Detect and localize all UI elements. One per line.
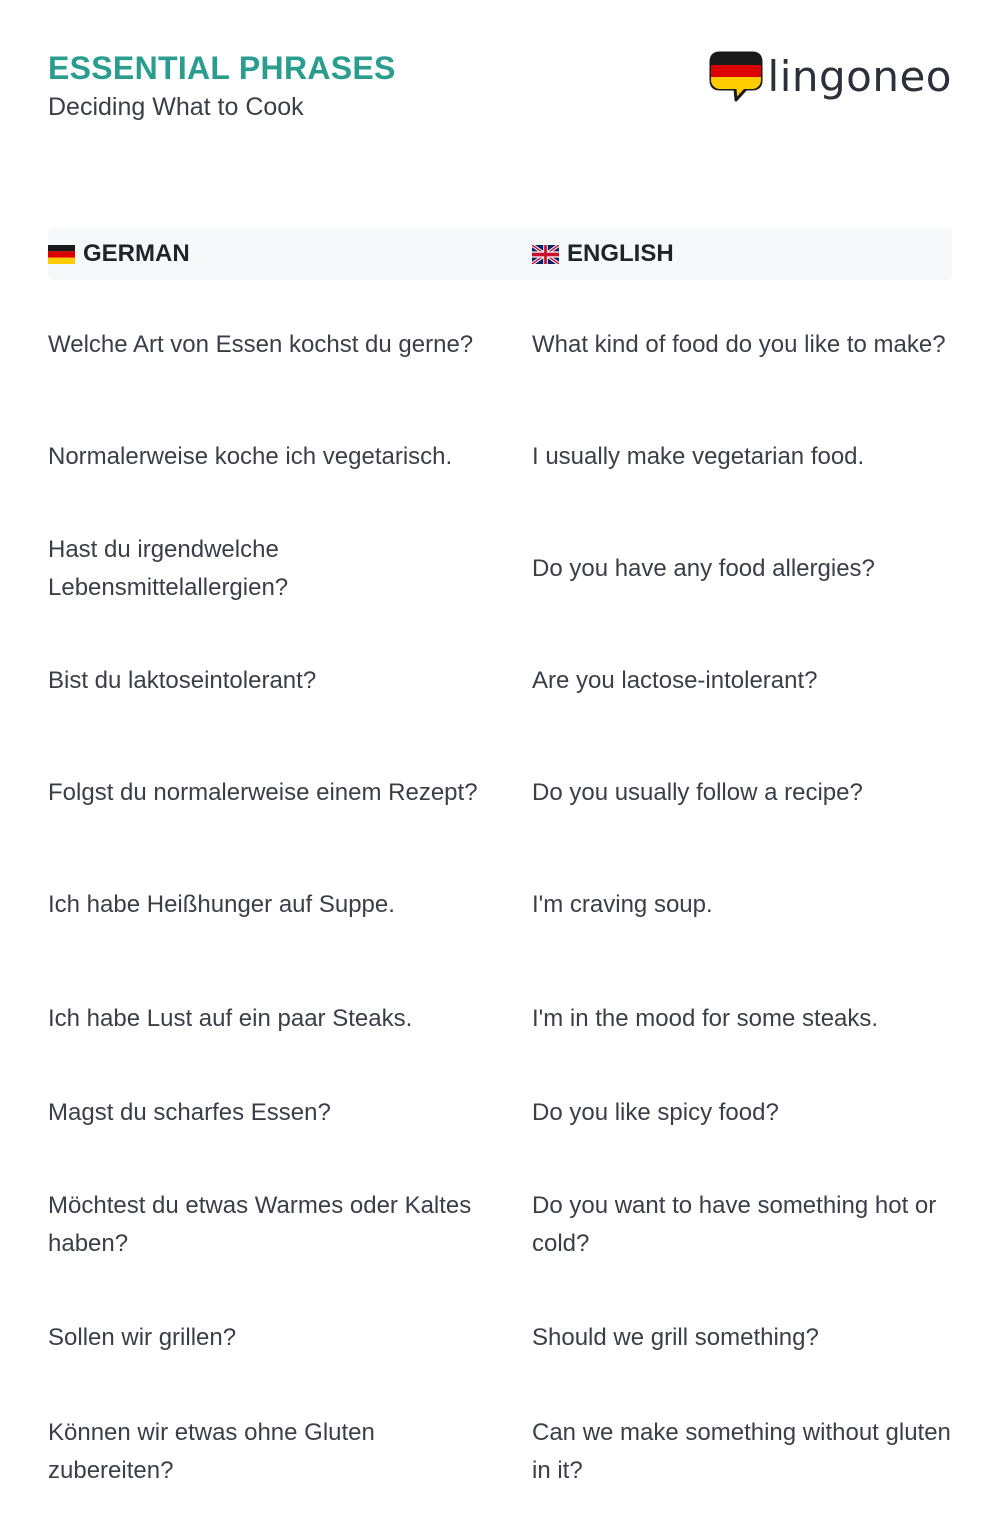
table-header <box>48 228 952 280</box>
phrase-row <box>48 614 952 748</box>
phrase-german: Können wir etwas ohne Gluten zubereiten? <box>48 1419 375 1484</box>
phrase-row <box>48 524 952 614</box>
phrase-english: Should we grill something? <box>532 1324 819 1351</box>
phrase-english: Do you want to have something hot or cold? <box>532 1192 937 1257</box>
phrase-row <box>48 972 952 1066</box>
phrase-row <box>48 1291 952 1385</box>
phrase-row <box>48 1159 952 1291</box>
phrase-german: Sollen wir grillen? <box>48 1324 237 1351</box>
page-title: ESSENTIAL PHRASES <box>48 50 396 86</box>
phrase-german: Ich habe Lust auf ein paar Steaks. <box>48 1005 413 1032</box>
column-header-english-label: ENGLISH <box>567 240 674 267</box>
phrase-english: Are you lactose-intolerant? <box>532 667 818 694</box>
phrase-english: What kind of food do you like to make? <box>532 331 946 358</box>
column-header-english <box>532 228 674 280</box>
phrase-german: Hast du irgendwelche Lebensmittelallergien? <box>48 536 289 601</box>
phrase-german: Folgst du normalerweise einem Rezept? <box>48 779 478 806</box>
phrase-english: Do you have any food allergies? <box>532 555 875 582</box>
lingoneo-logo[interactable] <box>708 50 952 104</box>
phrase-row <box>48 838 952 972</box>
column-header-german-label: GERMAN <box>83 240 190 267</box>
phrase-german: Bist du laktoseintolerant? <box>48 667 317 694</box>
phrase-english: I'm in the mood for some steaks. <box>532 1005 879 1032</box>
phrase-english: Do you usually follow a recipe? <box>532 779 863 806</box>
uk-flag-icon <box>532 245 559 264</box>
phrase-english: Can we make something without gluten in it? <box>532 1419 951 1484</box>
phrase-row <box>48 1066 952 1159</box>
page-subtitle: Deciding What to Cook <box>48 93 304 121</box>
phrase-english: I'm craving soup. <box>532 891 713 918</box>
phrase-english: Do you like spicy food? <box>532 1098 779 1126</box>
phrase-row <box>48 1385 952 1519</box>
logo-text: lingoneo <box>767 52 952 101</box>
phrase-english: I usually make vegetarian food. <box>532 443 865 470</box>
page-header <box>48 50 952 130</box>
phrase-german: Magst du scharfes Essen? <box>48 1098 331 1126</box>
phrase-german: Welche Art von Essen kochst du gerne? <box>48 331 474 358</box>
phrase-row <box>48 390 952 524</box>
column-header-german <box>48 228 190 280</box>
phrase-list <box>48 300 952 1519</box>
phrase-german: Normalerweise koche ich vegetarisch. <box>48 443 453 470</box>
phrase-german: Möchtest du etwas Warmes oder Kaltes haben? <box>48 1192 472 1257</box>
phrase-german: Ich habe Heißhunger auf Suppe. <box>48 891 395 918</box>
phrase-row <box>48 748 952 838</box>
german-flag-speech-bubble-icon <box>708 50 764 104</box>
phrase-row <box>48 300 952 390</box>
german-flag-icon <box>48 245 75 264</box>
